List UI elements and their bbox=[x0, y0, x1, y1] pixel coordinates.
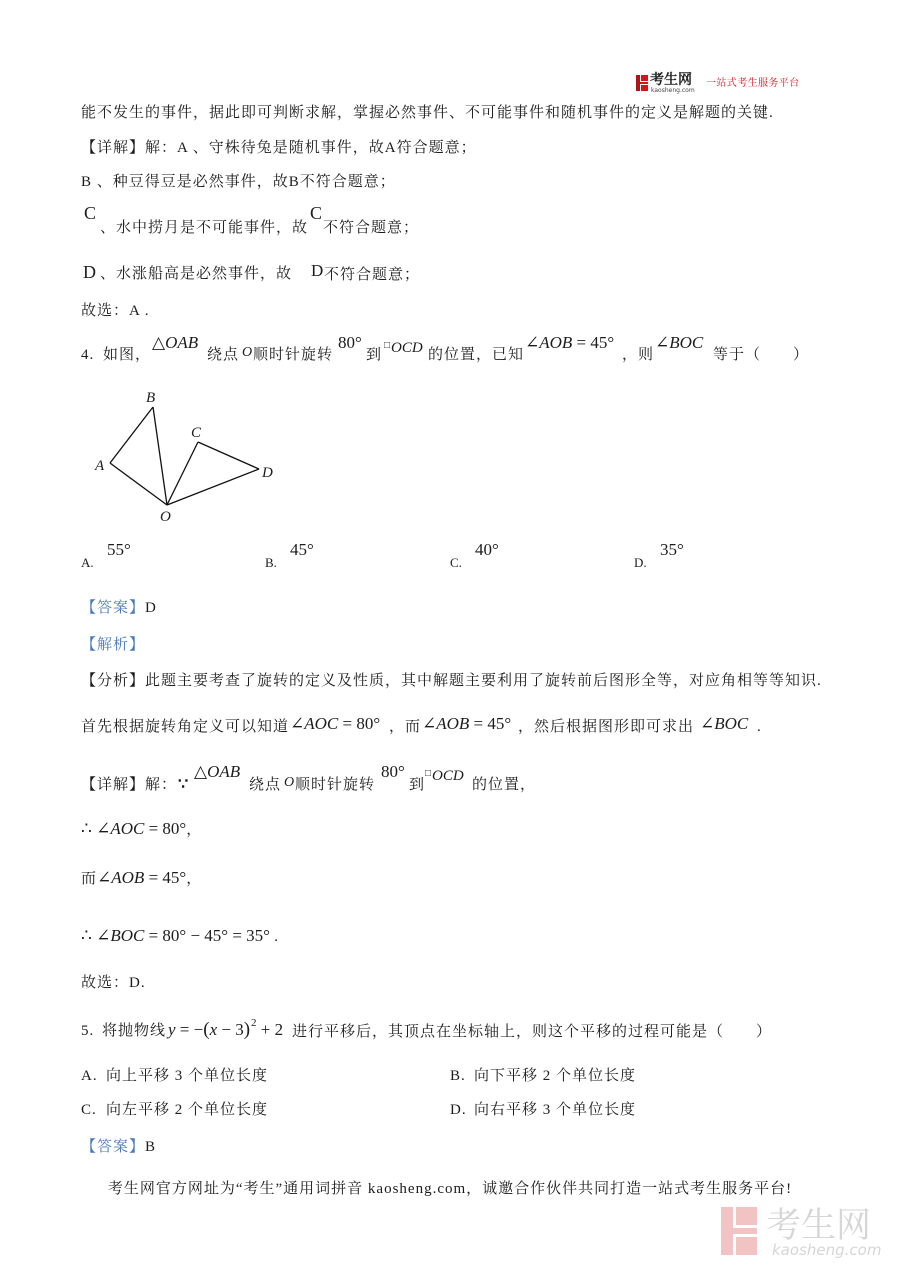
q4-number: 4. bbox=[81, 347, 95, 363]
q4-step1 bbox=[81, 819, 202, 840]
q4-stem-given bbox=[525, 333, 614, 353]
q4-analysis: 【分析】此题主要考查了旋转的定义及性质，其中解题主要利用了旋转前后图形全等，对应角相等等知识. bbox=[81, 673, 822, 689]
q4-detail-angle: 80° bbox=[381, 762, 405, 781]
q4-option-c-letter: C. bbox=[450, 555, 462, 570]
q4-detail-s2: 绕点 bbox=[249, 777, 282, 793]
q4-detail-triangle bbox=[194, 762, 240, 782]
q4-analysis2-m2 bbox=[422, 714, 511, 734]
formula-lparen: ( bbox=[203, 1019, 210, 1040]
header-logo-name: 考生网 bbox=[650, 72, 692, 88]
angle-value: = 80° bbox=[338, 714, 381, 733]
missing-glyph-box: □ bbox=[425, 768, 432, 779]
q5-number: 5. bbox=[81, 1023, 95, 1039]
angle-name: BOC bbox=[669, 333, 704, 352]
logo-icon-mid-bar bbox=[640, 82, 648, 84]
formula-exponent: 2 bbox=[251, 1017, 257, 1029]
q5-stem-s2: 进行平移后，其顶点在坐标轴上，则这个平移的过程可能是（ ） bbox=[292, 1024, 773, 1040]
q4-detail-s4: 到 bbox=[409, 777, 426, 793]
q3-detail-c-tail: 不符合题意； bbox=[323, 220, 420, 236]
angle-symbol: ∠ bbox=[96, 926, 111, 945]
formula-eq: = − bbox=[175, 1020, 204, 1039]
step-punct: . bbox=[274, 929, 279, 945]
q4-step3 bbox=[81, 926, 279, 947]
logo-icon-bottom-block bbox=[641, 85, 648, 91]
angle-name: AOC bbox=[110, 819, 145, 838]
angle-symbol: ∠ bbox=[422, 714, 437, 733]
point-label-a: A bbox=[95, 458, 105, 474]
formula-x: x bbox=[209, 1020, 218, 1039]
watermark-icon-bar bbox=[721, 1207, 733, 1255]
q4-analysis2-m3 bbox=[700, 714, 748, 734]
triangle-name: OAB bbox=[207, 762, 241, 781]
angle-symbol: ∠ bbox=[290, 714, 305, 733]
q5-option-a-letter: A. bbox=[81, 1068, 98, 1084]
q3-detail-d-text: 、水涨船高是必然事件，故 bbox=[100, 266, 293, 282]
angle-value: = 45° bbox=[144, 868, 187, 887]
q4-analysis2-s3: ，然后根据图形即可求出 bbox=[518, 719, 695, 735]
formula-plus: + 2 bbox=[256, 1020, 284, 1039]
angle-value: = 80° − 45° = 35° bbox=[144, 926, 270, 945]
q4-stem-s3: 顺时针旋转 bbox=[253, 347, 334, 363]
q3-detail-c-ref: C bbox=[310, 203, 323, 223]
q4-detail-s1: 【详解】解： bbox=[81, 777, 178, 793]
q4-rotation-figure bbox=[88, 385, 283, 530]
q4-option-b-value: 45° bbox=[290, 540, 314, 559]
step-punct: ， bbox=[186, 871, 203, 887]
angle-symbol: ∠ bbox=[96, 819, 111, 838]
missing-glyph-box: □ bbox=[384, 340, 391, 351]
angle-symbol: ∠ bbox=[525, 333, 540, 352]
q3-detail-c-letter: C bbox=[84, 203, 97, 223]
angle-name: AOC bbox=[304, 714, 339, 733]
q4-stem-ask bbox=[655, 333, 703, 353]
q4-detail-center: O bbox=[284, 775, 295, 790]
q5-stem-s1: 将抛物线 bbox=[102, 1023, 167, 1039]
answer-value: B bbox=[145, 1139, 157, 1155]
header-slogan: 一站式考生服务平台 bbox=[706, 78, 800, 89]
triangle-name: OAB bbox=[165, 333, 199, 352]
q4-step2 bbox=[81, 868, 202, 889]
formula-minus: − 3 bbox=[217, 1020, 244, 1039]
formula-rparen: ) bbox=[243, 1019, 251, 1040]
q5-option-a-text: 向上平移 3 个单位长度 bbox=[106, 1068, 269, 1084]
q4-option-d-value: 35° bbox=[660, 540, 684, 559]
q3-detail-d-ref: D bbox=[311, 261, 324, 280]
angle-value: = 45° bbox=[572, 333, 615, 352]
q4-stem-s6: ，则 bbox=[622, 347, 655, 363]
step-lead: 而 bbox=[81, 871, 98, 887]
logo-icon-bar bbox=[636, 75, 640, 91]
segment-ab bbox=[110, 407, 153, 463]
point-label-c: C bbox=[191, 425, 202, 441]
watermark-icon-top-block bbox=[736, 1207, 757, 1225]
q4-option-a-letter: A. bbox=[81, 555, 94, 570]
q4-stem-center: O bbox=[242, 345, 253, 360]
angle-value: = 80° bbox=[144, 819, 187, 838]
q3-detail-d-tail: 不符合题意； bbox=[324, 267, 421, 283]
angle-value: = 45° bbox=[469, 714, 512, 733]
q4-option-c-value: 40° bbox=[475, 540, 499, 559]
kaosheng-logo-icon bbox=[636, 75, 648, 91]
q4-jiexi-label: 【解析】 bbox=[81, 637, 146, 653]
segment-oc bbox=[167, 442, 198, 505]
q5-option-b-text: 向下平移 2 个单位长度 bbox=[474, 1068, 637, 1084]
q4-detail-s5: 的位置， bbox=[472, 777, 537, 793]
q4-stem-s5: 的位置，已知 bbox=[428, 347, 525, 363]
kaosheng-watermark-icon bbox=[718, 1207, 760, 1255]
q5-option-d-letter: D. bbox=[450, 1102, 467, 1118]
box-triangle-name: OCD bbox=[432, 768, 464, 784]
triangle-symbol: △ bbox=[152, 333, 166, 352]
q3-detail-c-text: 、水中捞月是不可能事件，故 bbox=[100, 220, 309, 236]
q5-option-b-letter: B. bbox=[450, 1068, 466, 1084]
q4-stem-box-triangle bbox=[384, 336, 423, 358]
therefore-symbol: ∴ bbox=[81, 819, 92, 838]
therefore-symbol: ∴ bbox=[81, 926, 92, 945]
q4-option-d-letter: D. bbox=[634, 555, 647, 570]
q4-stem-s1: 如图， bbox=[103, 347, 152, 363]
box-triangle-name: OCD bbox=[391, 340, 423, 356]
angle-name: BOC bbox=[110, 926, 145, 945]
q5-answer bbox=[81, 1137, 156, 1157]
q4-detail-because: ∵ bbox=[178, 776, 190, 793]
q4-stem-s2: 绕点 bbox=[207, 347, 240, 363]
watermark-domain: kaosheng.com bbox=[772, 1241, 882, 1259]
angle-symbol: ∠ bbox=[655, 333, 670, 352]
q5-formula bbox=[168, 1013, 283, 1040]
q4-analysis2-m1 bbox=[290, 714, 380, 734]
watermark-name: 考生网 bbox=[766, 1206, 872, 1246]
segment-do bbox=[167, 469, 259, 505]
q5-option-d-text: 向右平移 3 个单位长度 bbox=[474, 1102, 637, 1118]
answer-value: D bbox=[145, 600, 157, 616]
answer-label: 【答案】 bbox=[81, 600, 146, 616]
q3-analysis-tail: 能不发生的事件，据此即可判断求解，掌握必然事件、不可能事件和随机事件的定义是解题的关键. bbox=[81, 105, 774, 121]
q4-stem-triangle bbox=[152, 333, 198, 353]
step-punct: ， bbox=[186, 822, 203, 838]
q4-choice: 故选：D. bbox=[81, 975, 146, 991]
answer-label: 【答案】 bbox=[81, 1139, 146, 1155]
angle-name: BOC bbox=[714, 714, 749, 733]
angle-symbol: ∠ bbox=[700, 714, 715, 733]
q3-choice: 故选：A . bbox=[81, 303, 150, 319]
q5-option-c-letter: C. bbox=[81, 1102, 97, 1118]
triangle-symbol: △ bbox=[194, 762, 208, 781]
q4-analysis2-s1: 首先根据旋转角定义可以知道 bbox=[81, 719, 290, 735]
q5-option-c-text: 向左平移 2 个单位长度 bbox=[106, 1102, 269, 1118]
q3-detail-a: 【详解】解：A 、守株待兔是随机事件，故A符合题意； bbox=[81, 140, 477, 156]
q4-stem-s7: 等于（ ） bbox=[713, 347, 810, 363]
watermark-icon-bottom-block bbox=[736, 1237, 757, 1255]
point-label-d: D bbox=[262, 465, 273, 481]
q4-analysis2-s4: . bbox=[757, 719, 762, 735]
q4-answer bbox=[81, 598, 157, 618]
q4-stem-angle: 80° bbox=[338, 333, 362, 352]
q3-detail-b: B 、种豆得豆是必然事件，故B不符合题意； bbox=[81, 174, 396, 190]
page-footer: 考生网官方网址为“考生”通用词拼音 kaosheng.com，诚邀合作伙伴共同打造一站式考生服务平台! bbox=[107, 1181, 793, 1197]
watermark-icon-mid-bar bbox=[733, 1228, 757, 1234]
angle-symbol: ∠ bbox=[97, 868, 112, 887]
angle-name: AOB bbox=[539, 333, 573, 352]
formula-y: y bbox=[168, 1020, 176, 1039]
segment-bo bbox=[153, 407, 167, 505]
q4-stem-s4: 到 bbox=[366, 347, 383, 363]
q4-detail-s3: 顺时针旋转 bbox=[295, 777, 376, 793]
header-logo-domain: kaosheng.com bbox=[651, 87, 695, 94]
point-label-o: O bbox=[160, 509, 171, 525]
angle-name: AOB bbox=[436, 714, 470, 733]
angle-name: AOB bbox=[111, 868, 145, 887]
segment-cd bbox=[198, 442, 259, 469]
point-label-b: B bbox=[146, 390, 156, 406]
segment-ao bbox=[110, 463, 167, 505]
logo-icon-top-block bbox=[641, 75, 648, 81]
q4-detail-box-triangle bbox=[425, 764, 464, 786]
q4-option-b-letter: B. bbox=[265, 555, 277, 570]
q4-option-a-value: 55° bbox=[107, 540, 131, 559]
q4-analysis2-s2: ，而 bbox=[389, 719, 422, 735]
q3-detail-d-letter: D bbox=[83, 262, 96, 282]
